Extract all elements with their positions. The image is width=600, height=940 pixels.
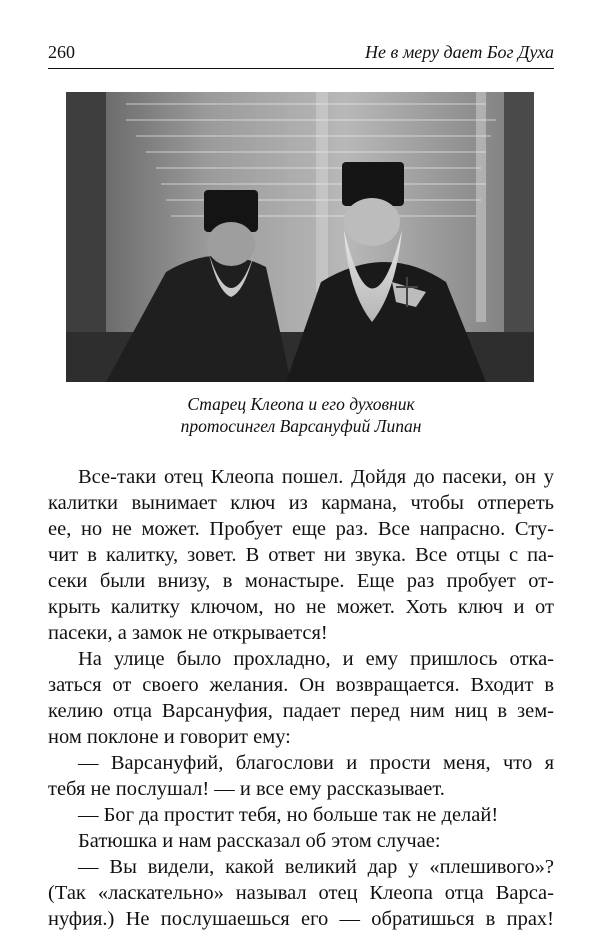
paragraph-line: Все-таки отец Клеопа пошел. Дойдя до пасеки, он у (78, 466, 554, 488)
paragraph-line: ном поклоне и говорит ему: (48, 726, 291, 748)
paragraph-line: ее, но не может. Пробует еще раз. Все напрасно. Сту- (48, 518, 554, 540)
paragraph-line: На улице было прохладно, и ему пришлось отка- (78, 648, 554, 670)
body-text (48, 464, 554, 932)
paragraph-line: нуфия.) Не послушаешься его — обратишься в прах! (48, 908, 554, 930)
paragraph-line: заться от своего желания. Он возвращается. Входит в (48, 674, 554, 696)
paragraph-line: — Вы видели, какой великий дар у «плешивого»? (78, 856, 554, 878)
running-title: Не в меру дает Бог Духа (365, 42, 554, 62)
paragraph-line: (Так «ласкательно» называл отец Клеопа отца Варса- (48, 882, 554, 904)
paragraph-line: — Бог да простит тебя, но больше так не делай! (78, 804, 499, 826)
page-number: 260 (48, 42, 75, 62)
paragraph-line: Батюшка и нам рассказал об этом случае: (78, 830, 441, 852)
photo-two-monks (66, 92, 534, 382)
caption-line: протосингел Варсануфий Липан (180, 416, 422, 436)
page-header (48, 40, 554, 69)
paragraph-line: — Варсануфий, благослови и прости меня, что я (78, 752, 554, 774)
paragraph-line: тебя не послушал! — и все ему рассказывает. (48, 778, 445, 800)
paragraph-line: пасеки, а замок не открывается! (48, 622, 328, 644)
paragraph-line: секи были внизу, в монастыре. Еще раз пробует от- (48, 570, 554, 592)
paragraph-line: чит в калитку, зовет. В ответ ни звука. Все отцы с па- (48, 544, 554, 566)
paragraph-line: келию отца Варсануфия, падает перед ним ниц в зем- (48, 700, 554, 722)
paragraph-line: калитки вынимает ключ из кармана, чтобы отпереть (48, 492, 554, 514)
photo-illustration (66, 92, 534, 382)
paragraph-line: крыть калитку ключом, но не может. Хоть ключ и от (48, 596, 554, 618)
photo-caption (48, 393, 554, 437)
caption-line: Старец Клеопа и его духовник (187, 394, 415, 414)
